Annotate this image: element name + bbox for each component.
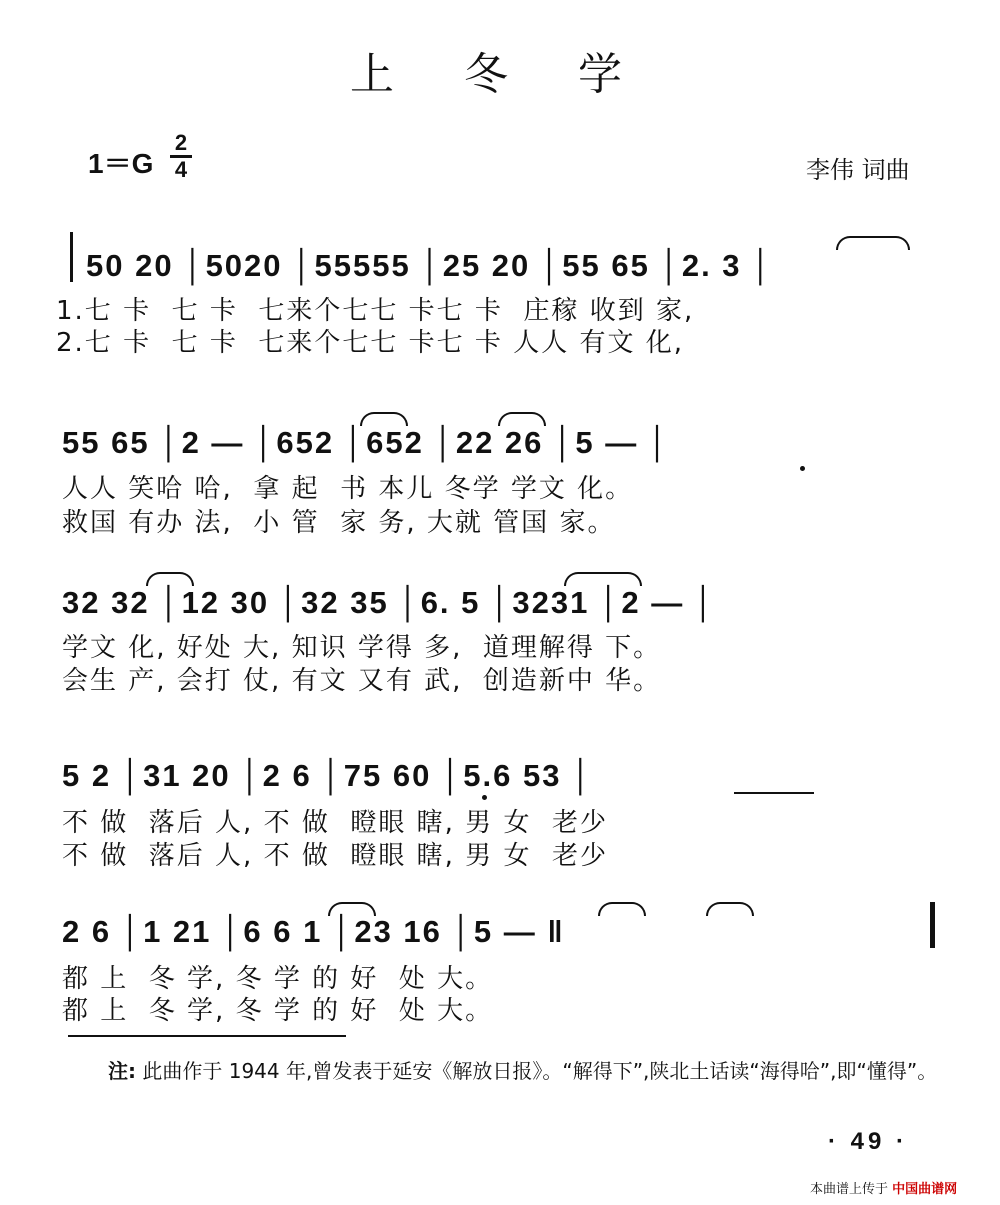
system-1-notes: 50 20 │5020 │55555 │25 20 │55 65 │2. 3 │ — [86, 248, 774, 283]
upload-credit — [810, 1178, 957, 1197]
upload-credit-prefix: 本曲谱上传于 — [810, 1182, 889, 1197]
system-4-octave-dot — [482, 795, 487, 800]
key-signature: 1＝G — [88, 148, 154, 179]
footnote-label: 注: — [108, 1059, 136, 1083]
system-2-notes: 55 65 │2 — │652 │652 │22 26 │5 — │ — [62, 425, 671, 460]
system-2-lyrics-verse-1: 人人 笑哈 哈, 拿 起 书 本儿 冬学 学文 化。 — [62, 474, 634, 504]
system-3-slur-2 — [564, 572, 642, 586]
system-5-final-barline — [930, 902, 935, 948]
footnote-divider — [68, 1035, 346, 1037]
time-signature — [170, 132, 192, 181]
system-3-notes: 32 32 │12 30 │32 35 │6. 5 │3231 │2 — │ — [62, 585, 717, 620]
system-3-lyrics-verse-2: 会生 产, 会打 仗, 有文 又有 武, 创造新中 华。 — [62, 666, 662, 696]
system-2-slur-2 — [498, 412, 546, 426]
composer-credit: 李伟 词曲 — [806, 156, 910, 184]
site-logo: 中国曲谱网 — [892, 1182, 958, 1197]
system-4-lyrics-verse-2: 不 做 落后 人, 不 做 瞪眼 瞎, 男 女 老少 — [62, 841, 608, 871]
system-5-lyrics-verse-2: 都 上 冬 学, 冬 学 的 好 处 大。 — [62, 996, 494, 1026]
system-1-lyrics-verse-1: 1.七 卡 七 卡 七来个七七 卡七 卡 庄稼 收到 家, — [56, 296, 695, 326]
system-4-notes: 5 2 │31 20 │2 6 │75 60 │5.6 53 │ — [62, 758, 594, 793]
system-1-slur — [836, 236, 910, 250]
footnote — [108, 1055, 948, 1087]
system-2-lyrics-verse-2: 救国 有办 法, 小 管 家 务, 大就 管国 家。 — [62, 508, 616, 538]
system-1-lyrics-verse-2: 2.七 卡 七 卡 七来个七七 卡七 卡 人人 有文 化, — [56, 328, 684, 358]
time-signature-bottom: 4 — [174, 157, 188, 182]
system-5-slur-2 — [598, 902, 646, 916]
system-4-underline — [734, 792, 814, 794]
system-1-barline-start — [70, 232, 73, 282]
page-number: · 49 · — [828, 1128, 909, 1155]
system-2-slur-1 — [360, 412, 408, 426]
system-3-lyrics-verse-1: 学文 化, 好处 大, 知识 学得 多, 道理解得 下。 — [62, 633, 662, 663]
time-signature-top: 2 — [174, 130, 188, 155]
system-5-notes: 2 6 │1 21 │6 6 1 │23 16 │5 — ‖ — [62, 914, 565, 949]
system-5-slur-1 — [328, 902, 376, 916]
system-5-lyrics-verse-1: 都 上 冬 学, 冬 学 的 好 处 大。 — [62, 964, 494, 994]
footnote-text: 此曲作于 1944 年,曾发表于延安《解放日报》。“解得下”,陕北土话读“海得哈”,即“懂得”。 — [142, 1059, 938, 1083]
system-3-slur-1 — [146, 572, 194, 586]
system-4-lyrics-verse-1: 不 做 落后 人, 不 做 瞪眼 瞎, 男 女 老少 — [62, 808, 608, 838]
system-2-octave-dot — [800, 466, 805, 471]
song-title: 上 冬 学 — [350, 49, 650, 100]
system-5-slur-3 — [706, 902, 754, 916]
